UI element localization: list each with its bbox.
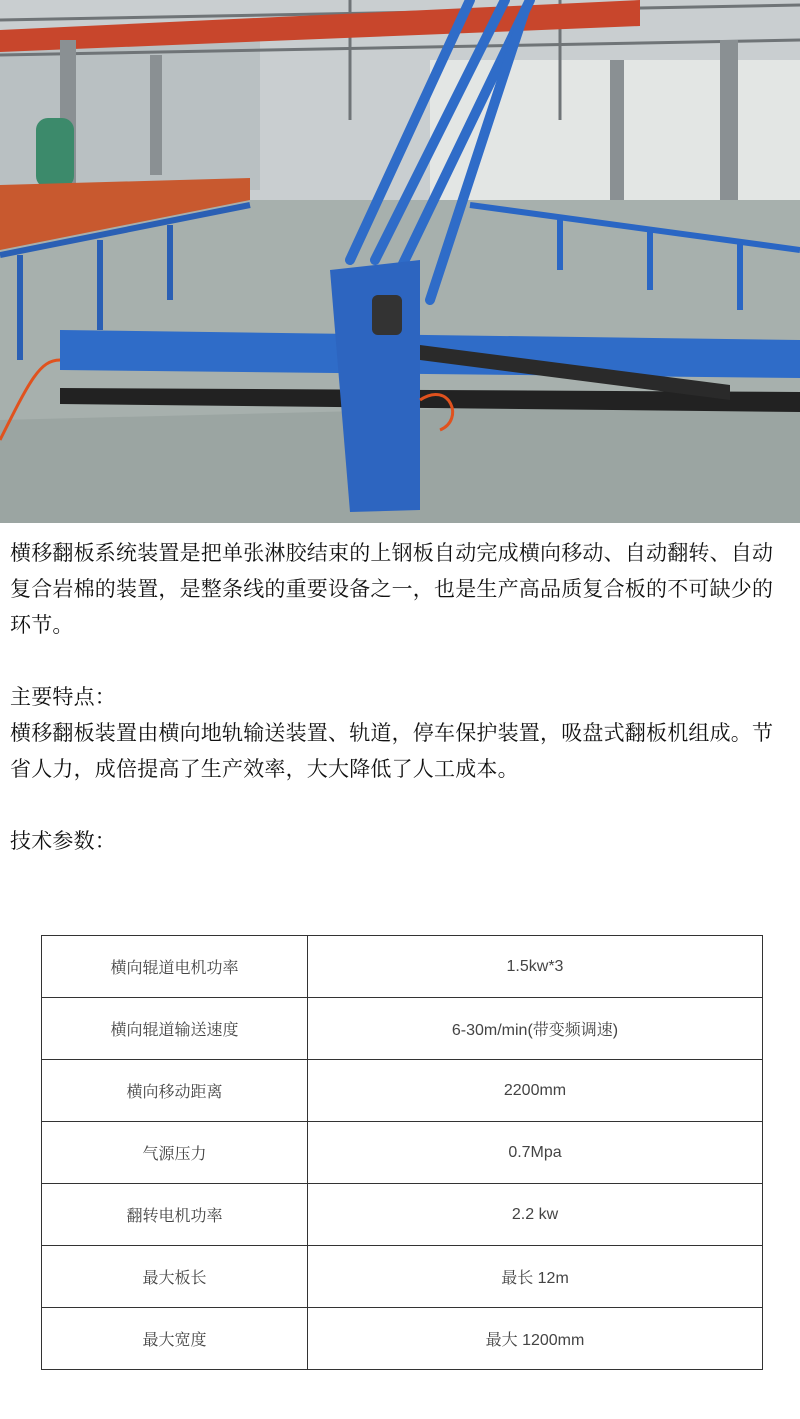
table-row — [42, 936, 763, 998]
table-row — [42, 1246, 763, 1308]
param-label: 横向辊道输送速度 — [42, 998, 308, 1060]
table-row — [42, 1308, 763, 1370]
spec-table — [41, 935, 763, 1370]
param-value: 2.2 kw — [308, 1184, 763, 1246]
param-value: 0.7Mpa — [308, 1122, 763, 1184]
param-label: 最大板长 — [42, 1246, 308, 1308]
param-value: 最大 1200mm — [308, 1308, 763, 1370]
param-label: 翻转电机功率 — [42, 1184, 308, 1246]
param-label: 最大宽度 — [42, 1308, 308, 1370]
description-section — [0, 535, 800, 859]
table-row — [42, 1184, 763, 1246]
param-value: 1.5kw*3 — [308, 936, 763, 998]
param-label: 横向移动距离 — [42, 1060, 308, 1122]
table-row — [42, 1060, 763, 1122]
param-value: 6-30m/min(带变频调速) — [308, 998, 763, 1060]
params-heading: 技术参数： — [10, 829, 116, 853]
param-label: 气源压力 — [42, 1122, 308, 1184]
factory-photo — [0, 0, 800, 523]
param-label: 横向辊道电机功率 — [42, 936, 308, 998]
table-row — [42, 998, 763, 1060]
param-value: 2200mm — [308, 1060, 763, 1122]
param-value: 最长 12m — [308, 1246, 763, 1308]
intro-paragraph: 横移翻板系统装置是把单张淋胶结束的上钢板自动完成横向移动、自动翻转、自动复合岩棉的装置，是整条线的重要设备之一，也是生产高品质复合板的不可缺少的环节。 — [10, 541, 774, 637]
features-paragraph: 横移翻板装置由横向地轨输送装置、轨道，停车保护装置，吸盘式翻板机组成。节省人力，成倍提高了生产效率，大大降低了人工成本。 — [10, 721, 774, 781]
table-row — [42, 1122, 763, 1184]
features-heading: 主要特点： — [10, 685, 116, 709]
